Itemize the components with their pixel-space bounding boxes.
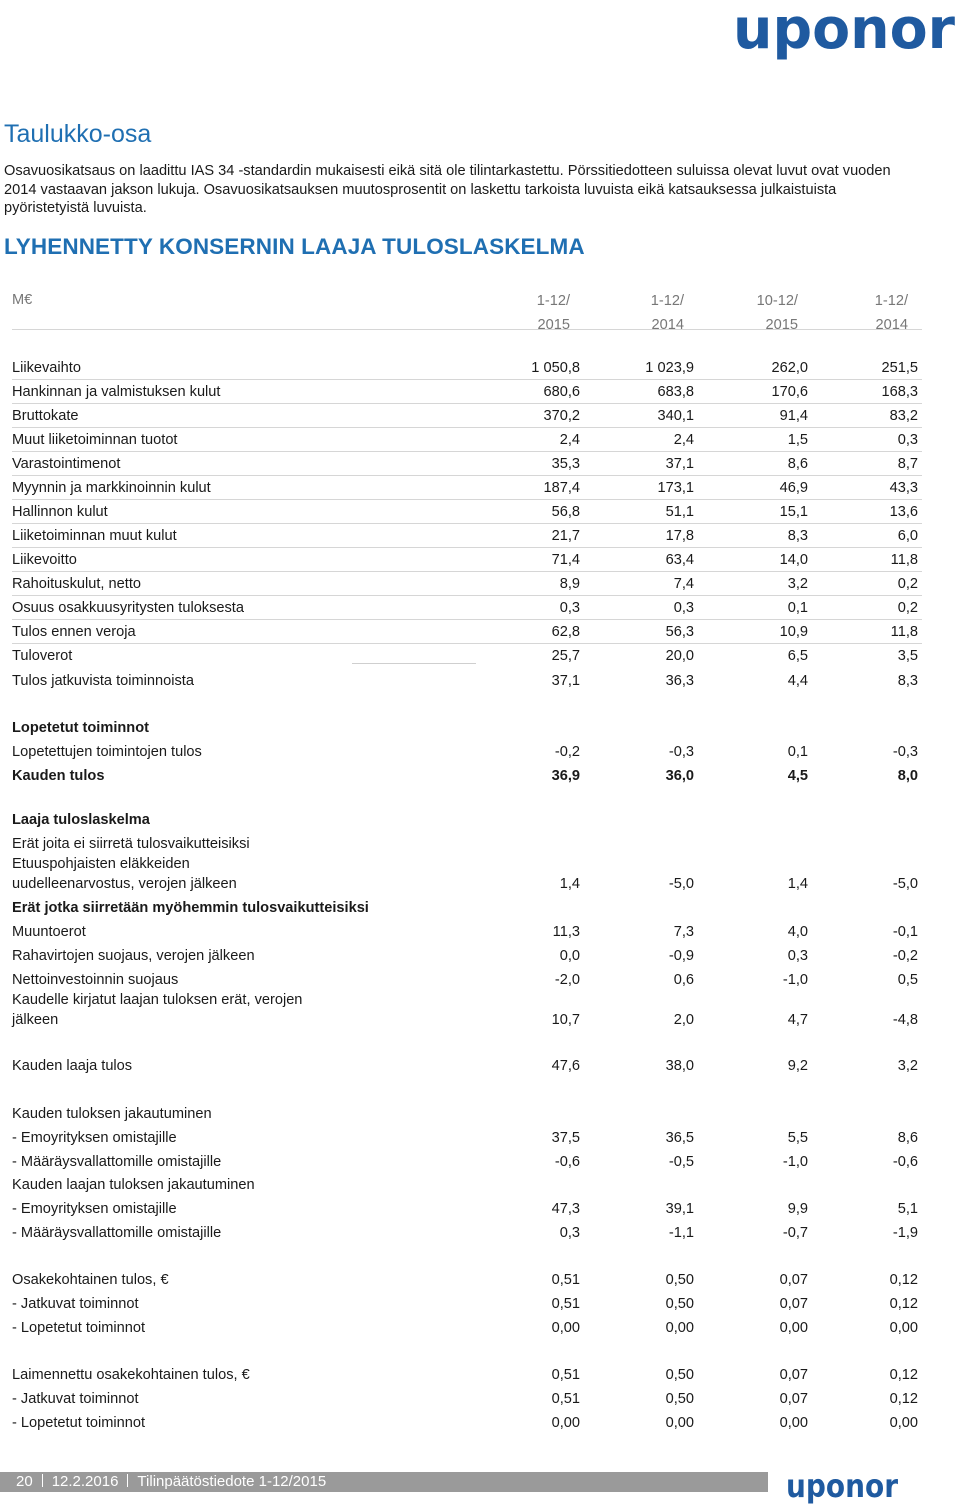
footer-text (16, 1472, 326, 1492)
row-value: 6,5 (787, 648, 808, 664)
row-value: -5,0 (668, 876, 694, 892)
table-row (12, 671, 922, 693)
row-value: 0,2 (897, 576, 918, 592)
row-value: 13,6 (889, 504, 918, 520)
table-row (12, 430, 922, 452)
row-value: 0,07 (779, 1367, 808, 1383)
row-value: 0,00 (889, 1320, 918, 1336)
row-value: 0,3 (559, 600, 580, 616)
row-label: - Emoyrityksen omistajille (12, 1201, 177, 1217)
row-label: Lopetettujen toimintojen tulos (12, 744, 202, 760)
row-value: 35,3 (551, 456, 580, 472)
column-header: 1-12/ 2014 (874, 293, 908, 333)
table-header (12, 292, 922, 333)
row-value: 91,4 (779, 408, 808, 424)
row-value: 62,8 (551, 624, 580, 640)
table-row (12, 1270, 922, 1292)
footer-date: 12.2.2016 (51, 1473, 119, 1490)
row-value: 14,0 (779, 552, 808, 568)
row-value: 4,5 (787, 768, 808, 784)
row-value: 1 050,8 (531, 360, 580, 376)
row-value: 38,0 (665, 1058, 694, 1074)
row-value: 340,1 (657, 408, 694, 424)
row-label: Kauden laajan tuloksen jakautuminen (12, 1177, 255, 1193)
row-label-line1: Kaudelle kirjatut laajan tuloksen erät, verojen (12, 992, 303, 1008)
row-value: 56,8 (551, 504, 580, 520)
row-value: 43,3 (889, 480, 918, 496)
row-value: 0,50 (665, 1296, 694, 1312)
row-value: 2,0 (673, 1012, 694, 1028)
row-value: -0,5 (668, 1154, 694, 1170)
row-value: 683,8 (657, 384, 694, 400)
footer-doc: Tilinpäätöstiedote 1-12/2015 (137, 1473, 327, 1490)
row-label: Tulos ennen veroja (12, 624, 136, 640)
row-label: - Emoyrityksen omistajille (12, 1130, 177, 1146)
row-value: 8,9 (559, 576, 580, 592)
row-label: Tuloverot (12, 648, 73, 664)
row-value: 0,3 (559, 1225, 580, 1241)
row-label: Lopetetut toiminnot (12, 720, 149, 736)
table-row (12, 1223, 922, 1245)
row-value: -0,7 (782, 1225, 808, 1241)
row-value: 168,3 (881, 384, 918, 400)
row-value: 0,07 (779, 1296, 808, 1312)
row-value: 8,3 (897, 673, 918, 689)
intro-paragraph: Osavuosikatsaus on laadittu IAS 34 -standardin mukaisesti eikä sitä ole tilintarkastettu. Pörssitiedotteen suluissa olevat luvut ovat vuoden 2014 vastaavan jakson lukuja. Osavuosikatsauksen muutosprosentit on laskettu tarkoista luvuista eikä katsauksessa julkaistuista pyöristetyistä luvuista. (4, 163, 891, 216)
row-label-line1: Etuuspohjaisten eläkkeiden (12, 856, 190, 872)
table-row (12, 970, 922, 992)
row-value: 173,1 (657, 480, 694, 496)
row-value: 0,00 (779, 1320, 808, 1336)
row-label: - Lopetetut toiminnot (12, 1415, 146, 1431)
table-row (12, 1104, 922, 1126)
row-value: 46,9 (779, 480, 808, 496)
row-value: 21,7 (551, 528, 580, 544)
row-value: -1,0 (782, 1154, 808, 1170)
table-row (12, 478, 922, 500)
row-value: 1,4 (559, 876, 580, 892)
row-value: 6,0 (897, 528, 918, 544)
row-label: - Lopetetut toiminnot (12, 1320, 146, 1336)
row-value: 11,8 (890, 624, 918, 640)
row-value: 10,7 (551, 1012, 580, 1028)
row-value: 47,3 (551, 1201, 580, 1217)
table-row (12, 922, 922, 944)
row-value: -0,3 (892, 744, 918, 760)
row-label: Myynnin ja markkinoinnin kulut (12, 480, 211, 496)
row-value: -4,8 (892, 1012, 918, 1028)
row-value: 8,6 (897, 1130, 918, 1146)
row-label: Liiketoiminnan muut kulut (12, 528, 177, 544)
row-value: 4,7 (787, 1012, 808, 1028)
table-row (12, 834, 922, 856)
row-value: -5,0 (892, 876, 918, 892)
table-row (12, 1318, 922, 1340)
row-label: Liikevoitto (12, 552, 77, 568)
table-row (12, 898, 922, 920)
row-value: 36,0 (665, 768, 694, 784)
row-value: 0,00 (551, 1415, 580, 1431)
row-label: Hallinnon kulut (12, 504, 108, 520)
row-label: Osuus osakkuusyritysten tuloksesta (12, 600, 244, 616)
uponor-footer-logo (786, 1467, 900, 1505)
row-value: 8,7 (897, 456, 918, 472)
row-value: 36,5 (665, 1130, 694, 1146)
table-row (12, 1389, 922, 1411)
row-value: 8,0 (897, 768, 918, 784)
row-value: 0,00 (551, 1320, 580, 1336)
logo-text: uponor (733, 0, 956, 62)
row-value: 20,0 (665, 648, 694, 664)
row-label: Varastointimenot (12, 456, 121, 472)
row-value: 7,3 (673, 924, 694, 940)
row-value: 4,4 (787, 673, 808, 689)
row-label: Rahoituskulut, netto (12, 576, 141, 592)
row-label: Erät jotka siirretään myöhemmin tulosvaikutteisiksi (12, 900, 369, 916)
row-label: - Jatkuvat toiminnot (12, 1296, 139, 1312)
row-value: 0,3 (897, 432, 918, 448)
row-value: 2,4 (559, 432, 580, 448)
row-value: 2,4 (673, 432, 694, 448)
row-label: Liikevaihto (12, 360, 81, 376)
column-header: 1-12/ 2015 (536, 293, 570, 333)
row-label: - Määräysvallattomille omistajille (12, 1225, 222, 1241)
row-value: -1,9 (892, 1225, 918, 1241)
table-row (12, 406, 922, 428)
row-value: 3,2 (897, 1058, 918, 1074)
row-value: 7,4 (673, 576, 694, 592)
row-value: 10,9 (779, 624, 808, 640)
row-value: 83,2 (889, 408, 918, 424)
row-value: 11,8 (890, 552, 918, 568)
table-row (12, 992, 922, 1032)
row-value: -0,6 (892, 1154, 918, 1170)
row-label: Nettoinvestoinnin suojaus (12, 972, 179, 988)
table-row (12, 1175, 922, 1197)
row-value: 15,1 (779, 504, 808, 520)
row-value: 370,2 (543, 408, 580, 424)
row-label: Osakekohtainen tulos, € (12, 1272, 169, 1288)
row-value: 56,3 (665, 624, 694, 640)
table-title: LYHENNETTY KONSERNIN LAAJA TULOSLASKELMA (4, 234, 585, 259)
row-value: 0,5 (897, 972, 918, 988)
row-value: 3,5 (897, 648, 918, 664)
row-label: Hankinnan ja valmistuksen kulut (12, 384, 221, 400)
table-row (12, 1128, 922, 1150)
row-value: 36,9 (551, 768, 580, 784)
row-value: 5,5 (787, 1130, 808, 1146)
table-row (12, 454, 922, 476)
row-value: 25,7 (551, 648, 580, 664)
row-value: 36,3 (665, 673, 694, 689)
row-value: 0,51 (551, 1367, 580, 1383)
table-row (12, 718, 922, 740)
table-row (12, 766, 922, 788)
row-value: 0,12 (889, 1272, 918, 1288)
row-value: 0,3 (673, 600, 694, 616)
row-label: Muuntoerot (12, 924, 86, 940)
row-value: -0,6 (554, 1154, 580, 1170)
row-value: 0,12 (889, 1391, 918, 1407)
row-value: 47,6 (551, 1058, 580, 1074)
row-value: 37,5 (551, 1130, 580, 1146)
table-row (12, 1413, 922, 1435)
unit-label: M€ (12, 292, 33, 308)
row-value: 1,4 (787, 876, 808, 892)
table-row (12, 1294, 922, 1316)
row-value: 0,1 (787, 600, 808, 616)
row-value: 0,50 (665, 1391, 694, 1407)
divider (352, 663, 476, 664)
row-label: - Määräysvallattomille omistajille (12, 1154, 222, 1170)
row-value: 0,00 (889, 1415, 918, 1431)
row-label: Laimennettu osakekohtainen tulos, € (12, 1367, 250, 1383)
row-value: -0,9 (668, 948, 694, 964)
uponor-logo (733, 2, 957, 60)
table-row (12, 946, 922, 968)
row-value: 4,0 (787, 924, 808, 940)
row-value: 5,1 (897, 1201, 918, 1217)
row-value: 8,6 (787, 456, 808, 472)
row-value: 0,1 (787, 744, 808, 760)
row-label: Rahavirtojen suojaus, verojen jälkeen (12, 948, 255, 964)
column-header: 10-12/ 2015 (756, 293, 798, 333)
table-row (12, 574, 922, 596)
table-row (12, 598, 922, 620)
table-row (12, 502, 922, 524)
row-value: 9,9 (787, 1201, 808, 1217)
row-value: 3,2 (787, 576, 808, 592)
row-value: 0,07 (779, 1391, 808, 1407)
row-value: 17,8 (665, 528, 694, 544)
row-label: uudelleenarvostus, verojen jälkeen (12, 876, 237, 892)
table-row (12, 810, 922, 832)
row-label: Muut liiketoiminnan tuotot (12, 432, 178, 448)
row-value: -1,0 (782, 972, 808, 988)
row-value: 680,6 (543, 384, 580, 400)
row-value: 262,0 (771, 360, 808, 376)
table-row (12, 1365, 922, 1387)
row-label: Kauden tuloksen jakautuminen (12, 1106, 212, 1122)
table-row (12, 856, 922, 896)
row-value: 0,12 (889, 1296, 918, 1312)
row-value: 0,00 (779, 1415, 808, 1431)
row-label: Erät joita ei siirretä tulosvaikutteisiksi (12, 836, 250, 852)
row-value: 9,2 (787, 1058, 808, 1074)
table-row (12, 358, 922, 380)
row-label: Tulos jatkuvista toiminnoista (12, 673, 194, 689)
row-value: 251,5 (881, 360, 918, 376)
row-value: 51,1 (665, 504, 694, 520)
table-row (12, 622, 922, 644)
row-label: Bruttokate (12, 408, 79, 424)
row-value: 1 023,9 (645, 360, 694, 376)
row-value: 0,51 (551, 1391, 580, 1407)
row-value: 0,2 (897, 600, 918, 616)
row-label: jälkeen (12, 1012, 59, 1028)
row-value: 0,50 (665, 1272, 694, 1288)
row-value: 37,1 (665, 456, 694, 472)
row-value: 187,4 (543, 480, 580, 496)
section-heading: Taulukko-osa (4, 120, 152, 148)
row-value: -0,2 (554, 744, 580, 760)
row-value: 0,50 (665, 1367, 694, 1383)
page-number: 20 (16, 1473, 33, 1490)
row-value: 0,00 (665, 1415, 694, 1431)
row-value: -0,1 (892, 924, 918, 940)
table-row (12, 526, 922, 548)
footer-logo-text: uponor (786, 1467, 899, 1505)
column-header: 1-12/ 2014 (650, 293, 684, 333)
row-value: -1,1 (668, 1225, 694, 1241)
row-value: -0,3 (668, 744, 694, 760)
row-value: 0,51 (551, 1296, 580, 1312)
table-row (12, 550, 922, 572)
table-row (12, 1056, 922, 1078)
row-value: 39,1 (665, 1201, 694, 1217)
row-value: 8,3 (787, 528, 808, 544)
table-row (12, 742, 922, 764)
row-label: Kauden tulos (12, 768, 105, 784)
row-value: 71,4 (551, 552, 580, 568)
row-value: -2,0 (554, 972, 580, 988)
row-label: - Jatkuvat toiminnot (12, 1391, 139, 1407)
row-value: 37,1 (551, 673, 580, 689)
table-row (12, 646, 922, 668)
row-value: 0,0 (559, 948, 580, 964)
row-value: 0,12 (889, 1367, 918, 1383)
row-value: 11,3 (552, 924, 580, 940)
row-value: 0,3 (787, 948, 808, 964)
row-label: Laaja tuloslaskelma (12, 812, 150, 828)
row-value: 63,4 (665, 552, 694, 568)
row-value: -0,2 (892, 948, 918, 964)
row-value: 1,5 (787, 432, 808, 448)
table-row (12, 382, 922, 404)
row-value: 0,00 (665, 1320, 694, 1336)
row-value: 0,07 (779, 1272, 808, 1288)
table-row (12, 1152, 922, 1174)
row-value: 170,6 (771, 384, 808, 400)
row-value: 0,51 (551, 1272, 580, 1288)
row-value: 0,6 (673, 972, 694, 988)
table-row (12, 1199, 922, 1221)
row-label: Kauden laaja tulos (12, 1058, 133, 1074)
